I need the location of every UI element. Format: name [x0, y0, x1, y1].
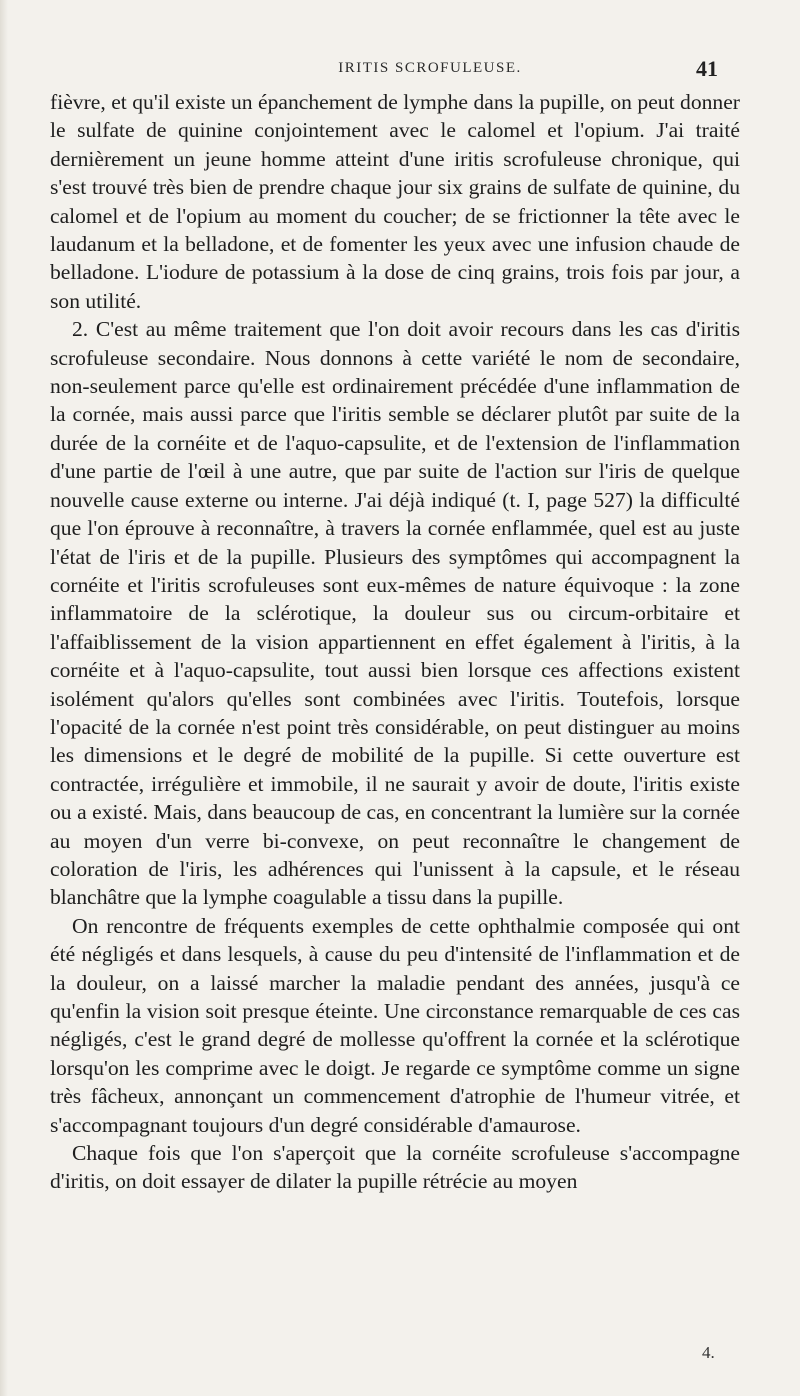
- signature-mark: 4.: [702, 1343, 715, 1362]
- scan-edge-shadow: [0, 0, 8, 1396]
- paragraph-final: Chaque fois que l'on s'aperçoit que la cornéite scrofuleuse s'accompagne d'iritis, on doit essayer de dilater la pupille rétrécie au moyen: [50, 1141, 740, 1194]
- paragraph-neglected-cases: On rencontre de fréquents exemples de cette ophthalmie composée qui ont été négligés et dans lesquels, à cause du peu d'intensité de l'inflammation et de la douleur, on a laissé marcher la maladie pendant des années, jusqu'à ce qu'enfin la vision soit presque éteinte. Une circonstance remarquable de ces cas négligés, c'est le grand degré de mollesse qu'offrent la cornée et la sclérotique lorsqu'on les comprime avec le doigt. Je regarde ce symptôme comme un signe très fâcheux, annonçant un commencement d'atrophie de l'humeur vitrée, et s'accompagnant toujours d'un degré considérable d'amaurose.: [50, 913, 740, 1137]
- running-head: [0, 56, 800, 86]
- page-number: 41: [696, 56, 718, 81]
- body-text: [50, 88, 740, 1196]
- paragraph-continued: fièvre, et qu'il existe un épanchement de lymphe dans la pupille, on peut donner le sulfate de quinine conjointement avec le calomel et l'opium. J'ai traité dernièrement un jeune homme atteint d'une iritis scrofuleuse chronique, qui s'est trouvé très bien de prendre chaque jour six grains de sulfate de quinine, du calomel et de l'opium au moment du coucher; de se frictionner la tête avec le laudanum et la belladone, et de fomenter les yeux avec une infusion chaude de belladone. L'iodure de potassium à la dose de cinq grains, trois fois par jour, a son utilité.: [50, 90, 740, 313]
- paragraph-section-2: 2. C'est au même traitement que l'on doit avoir recours dans les cas d'iritis scrofuleuse secondaire. Nous donnons à cette variété le nom de secondaire, non-seulement parce qu'elle est ordinairement précédée d'une inflammation de la cornée, mais aussi parce que l'iritis semble se déclarer plutôt par suite de la durée de la cornéite et de l'aquo-capsulite, et de l'extension de l'inflammation d'une partie de l'œil à une autre, que par suite de l'action sur l'iris de quelque nouvelle cause externe ou interne. J'ai déjà indiqué (t. I, page 527) la difficulté que l'on éprouve à reconnaître, à travers la cornée enflammée, quel est au juste l'état de l'iris et de la pupille. Plusieurs des symptômes qui accompagnent la cornéite et l'iritis scrofuleuses sont eux-mêmes de nature équivoque : la zone inflammatoire de la sclérotique, la douleur sus ou circum-orbitaire et l'affaiblissement de la vision appartiennent en effet également à l'iritis, à la cornéite et à l'aquo-capsulite, tout aussi bien lorsque ces affections existent isolément qu'alors qu'elles sont combinées avec l'iritis. Toutefois, lorsque l'opacité de la cornée n'est point très considérable, on peut distinguer au moins les dimensions et le degré de mobilité de la pupille. Si cette ouverture est contractée, irrégulière et immobile, il ne saurait y avoir de doute, l'iritis existe ou a existé. Mais, dans beaucoup de cas, en concentrant la lumière sur la cornée au moyen d'un verre bi-convexe, on peut reconnaître le changement de coloration de l'iris, les adhérences qui l'unissent à la capsule, et le réseau blanchâtre que la lymphe coagulable a tissu dans la pupille.: [50, 317, 740, 910]
- running-title: IRITIS SCROFULEUSE.: [338, 60, 522, 76]
